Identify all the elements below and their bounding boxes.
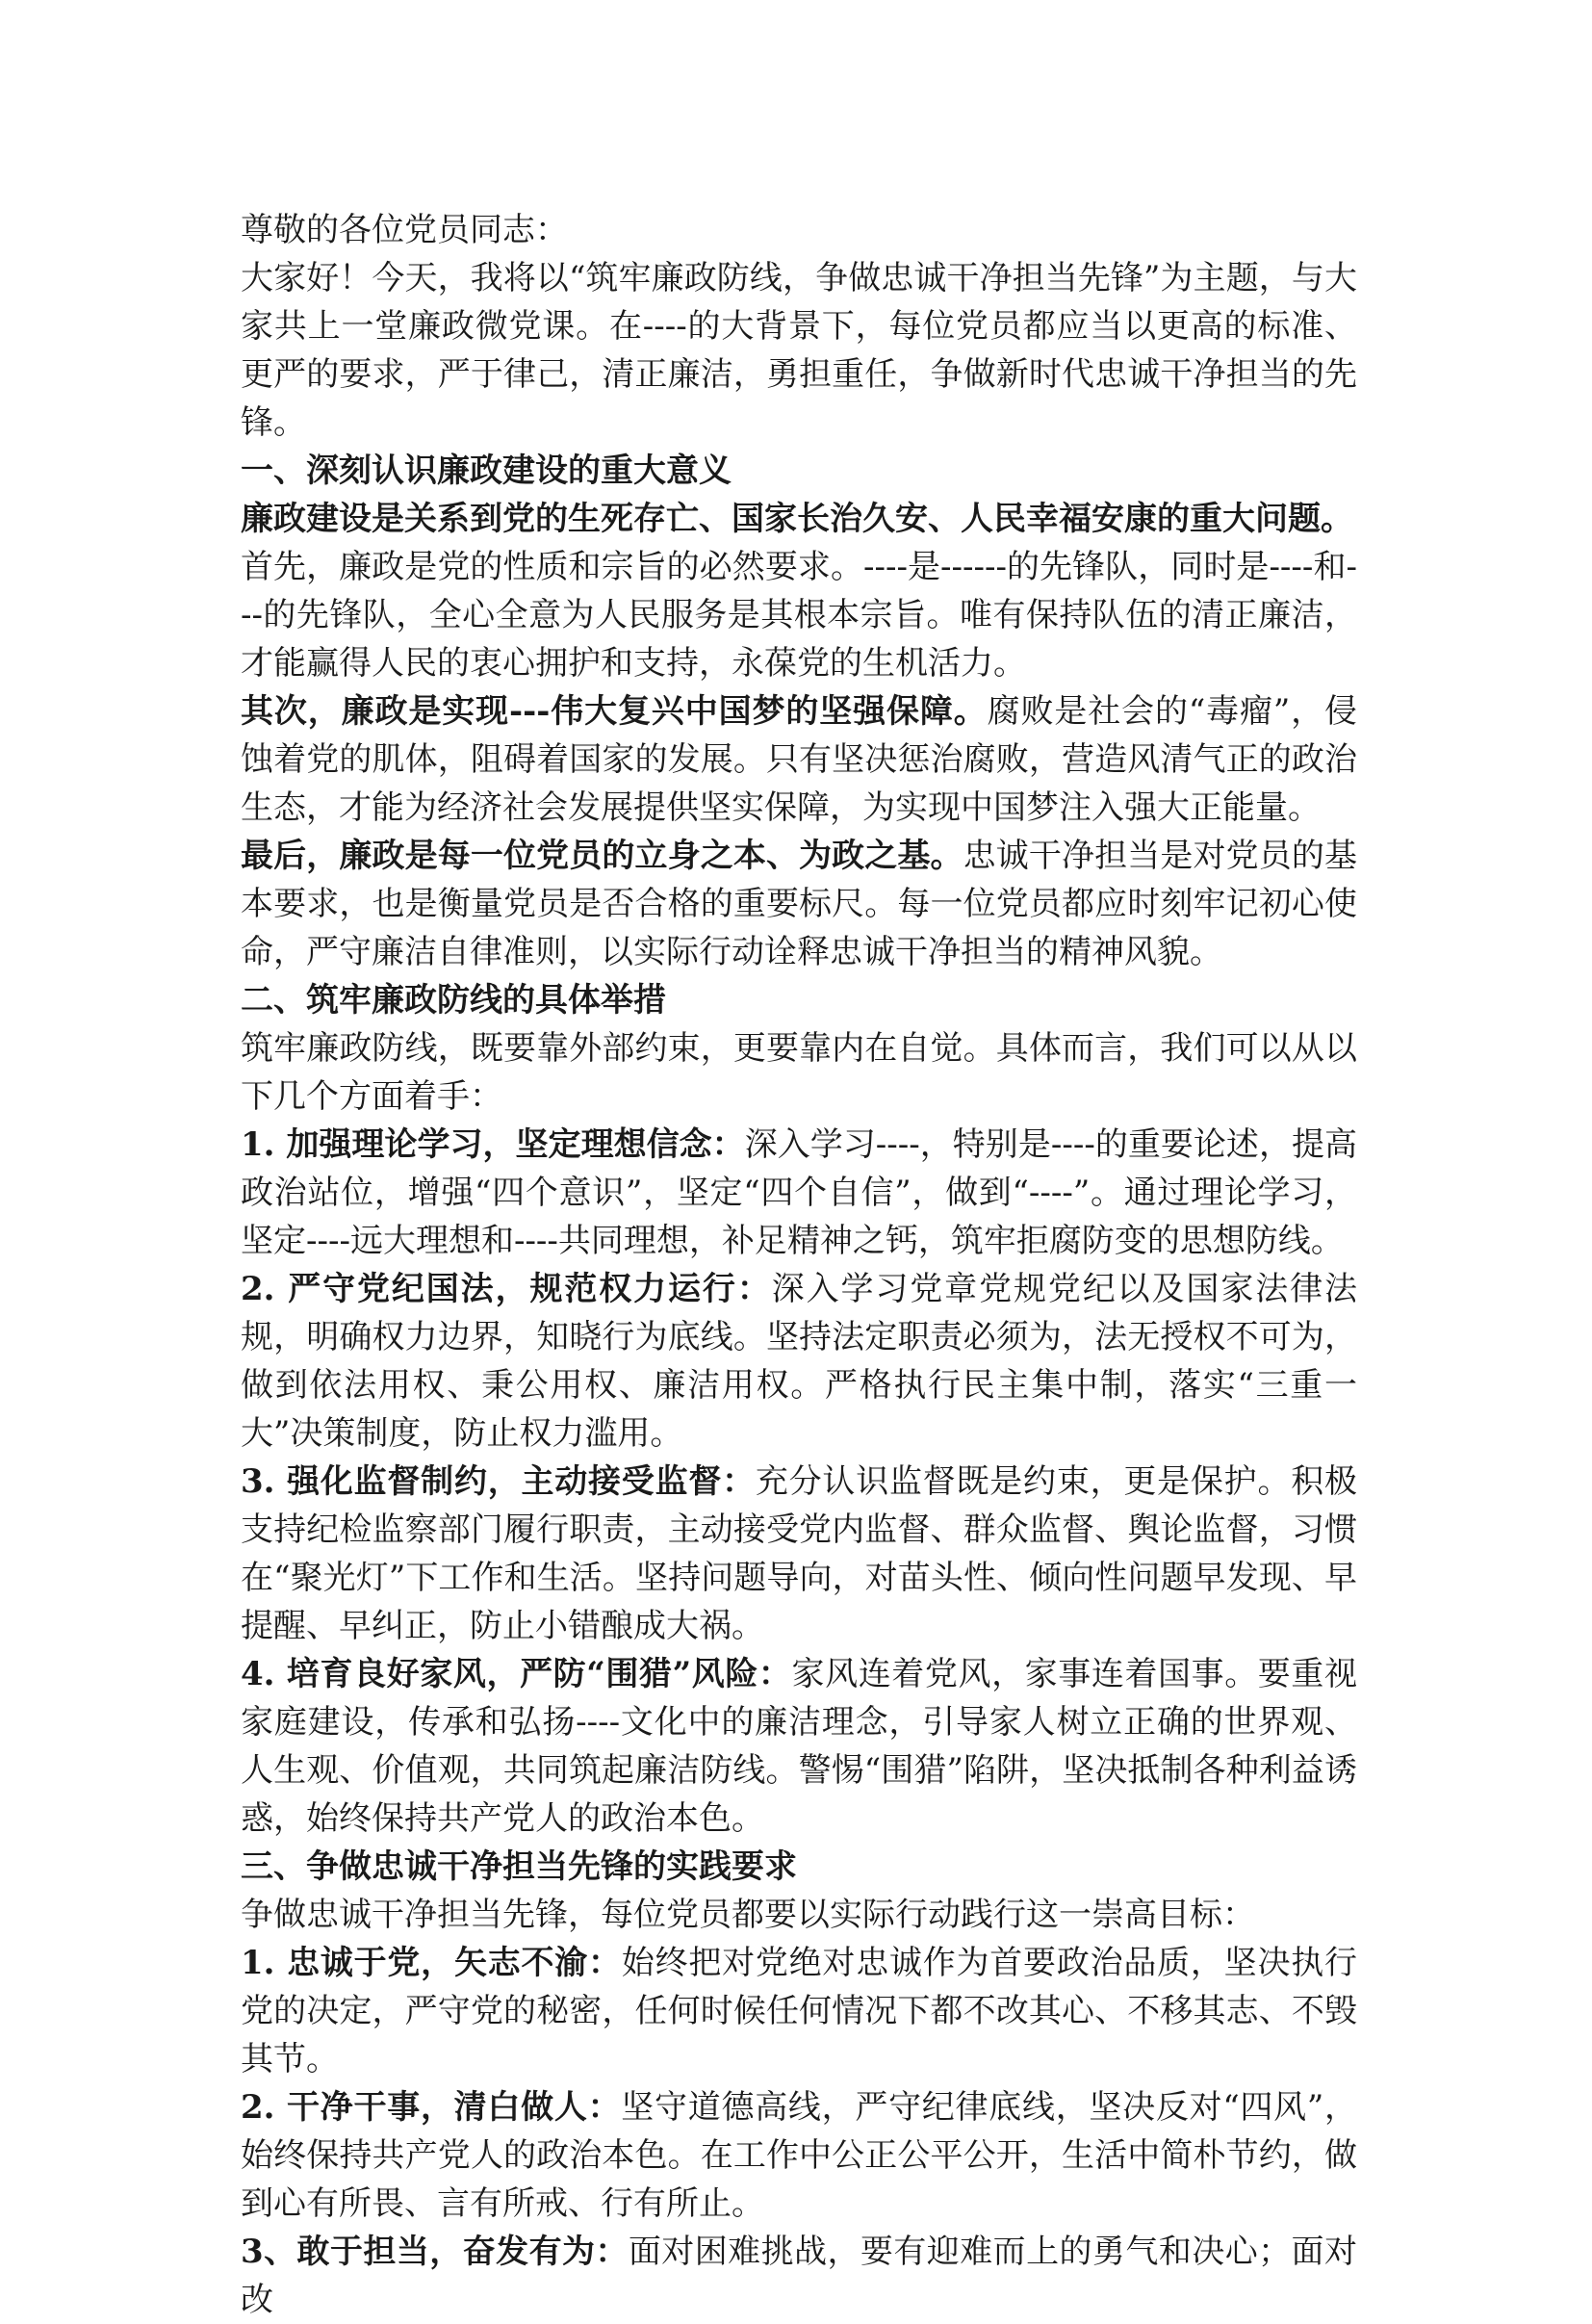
section-2-item-1 [241, 1121, 1357, 1265]
item-lead: 2. 严守党纪国法，规范权力运行： [241, 1270, 772, 1308]
item-text: 深入学习党章党规党纪以及国家法律法规，明确权力边界，知晓行为底线。坚持法定职责必须为，法无授权不可为，做到依法用权、秉公用权、廉洁用权。严格执行民主集中制，落实“三重一大”决策制度，防止权力滥用。 [241, 1270, 1357, 1453]
section-2-item-2 [241, 1265, 1357, 1458]
section-3-item-2 [241, 2083, 1357, 2228]
section-1-paragraph-2-text: 腐败是社会的“毒瘤”，侵蚀着党的肌体，阻碍着国家的发展。只有坚决惩治腐败，营造风清气正的政治生态，才能为经济社会发展提供坚实保障，为实现中国梦注入强大正能量。 [241, 692, 1357, 827]
section-2-item-3 [241, 1458, 1357, 1650]
section-2-intro: 筑牢廉政防线，既要靠外部约束，更要靠内在自觉。具体而言，我们可以从以下几个方面着手： [241, 1029, 1357, 1116]
item-text: 家风连着党风，家事连着国事。要重视家庭建设，传承和弘扬----文化中的廉洁理念，引导家人树立正确的世界观、人生观、价值观，共同筑起廉洁防线。警惕“围猎”陷阱，坚决抵制各种利益诱惑，始终保持共产党人的政治本色。 [241, 1655, 1357, 1838]
section-1-paragraph-1: 首先，廉政是党的性质和宗旨的必然要求。----是------的先锋队，同时是----和---的先锋队，全心全意为人民服务是其根本宗旨。唯有保持队伍的清正廉洁，才能赢得人民的衷心拥护和支持，永葆党的生机活力。 [241, 548, 1357, 683]
section-2-item-4 [241, 1650, 1357, 1843]
item-lead: 2. 干净干事，清白做人： [241, 2088, 622, 2127]
item-text: 始终把对党绝对忠诚作为首要政治品质，坚决执行党的决定，严守党的秘密，任何时候任何情况下都不改其心、不移其志、不毁其节。 [241, 1944, 1357, 2079]
document-page [241, 206, 1357, 2324]
section-1-heading: 一、深刻认识廉政建设的重大意义 [241, 452, 732, 490]
section-1-paragraph-2-lead: 其次，廉政是实现---伟大复兴中国梦的坚强保障。 [241, 692, 988, 731]
section-3-item-3 [241, 2228, 1357, 2324]
intro-paragraph: 大家好！今天，我将以“筑牢廉政防线，争做忠诚干净担当先锋”为主题，与大家共上一堂廉政微党课。在----的大背景下，每位党员都应当以更高的标准、更严的要求，严于律己，清正廉洁，勇担重任，争做新时代忠诚干净担当的先锋。 [241, 259, 1357, 442]
greeting: 尊敬的各位党员同志： [241, 211, 568, 249]
item-lead: 1. 加强理论学习，坚定理想信念： [241, 1125, 745, 1164]
item-text: 面对困难挑战，要有迎难而上的勇气和决心；面对改 [241, 2233, 1357, 2319]
item-text: 深入学习----，特别是----的重要论述，提高政治站位，增强“四个意识”，坚定“四个自信”，做到“----”。通过理论学习，坚定----远大理想和----共同理想，补足精神之钙，筑牢拒腐防变的思想防线。 [241, 1125, 1357, 1260]
section-2-heading: 二、筑牢廉政防线的具体举措 [241, 981, 666, 1020]
section-1-lead: 廉政建设是关系到党的生死存亡、国家长治久安、人民幸福安康的重大问题。 [241, 500, 1353, 538]
item-text: 充分认识监督既是约束，更是保护。积极支持纪检监察部门履行职责，主动接受党内监督、群众监督、舆论监督，习惯在“聚光灯”下工作和生活。坚持问题导向，对苗头性、倾向性问题早发现、早提醒、早纠正，防止小错酿成大祸。 [241, 1462, 1357, 1645]
section-3-item-1 [241, 1939, 1357, 2083]
item-text: 坚守道德高线，严守纪律底线，坚决反对“四风”，始终保持共产党人的政治本色。在工作中公正公平公开，生活中简朴节约，做到心有所畏、言有所戒、行有所止。 [241, 2088, 1357, 2223]
section-1-paragraph-3-text: 忠诚干净担当是对党员的基本要求，也是衡量党员是否合格的重要标尺。每一位党员都应时刻牢记初心使命，严守廉洁自律准则，以实际行动诠释忠诚干净担当的精神风貌。 [241, 837, 1358, 971]
section-1-paragraph-3 [241, 832, 1357, 976]
item-lead: 4. 培育良好家风，严防“围猎”风险： [241, 1655, 792, 1693]
section-3-intro: 争做忠诚干净担当先锋，每位党员都要以实际行动践行这一崇高目标： [241, 1896, 1255, 1934]
item-lead: 3. 强化监督制约，主动接受监督： [241, 1462, 756, 1501]
section-1-paragraph-2 [241, 687, 1357, 832]
section-3-heading: 三、争做忠诚干净担当先锋的实践要求 [241, 1847, 797, 1886]
item-lead: 3、敢于担当，奋发有为： [241, 2233, 629, 2271]
section-1-paragraph-3-lead: 最后，廉政是每一位党员的立身之本、为政之基。 [241, 837, 963, 875]
item-lead: 1. 忠诚于党，矢志不渝： [241, 1944, 622, 1982]
